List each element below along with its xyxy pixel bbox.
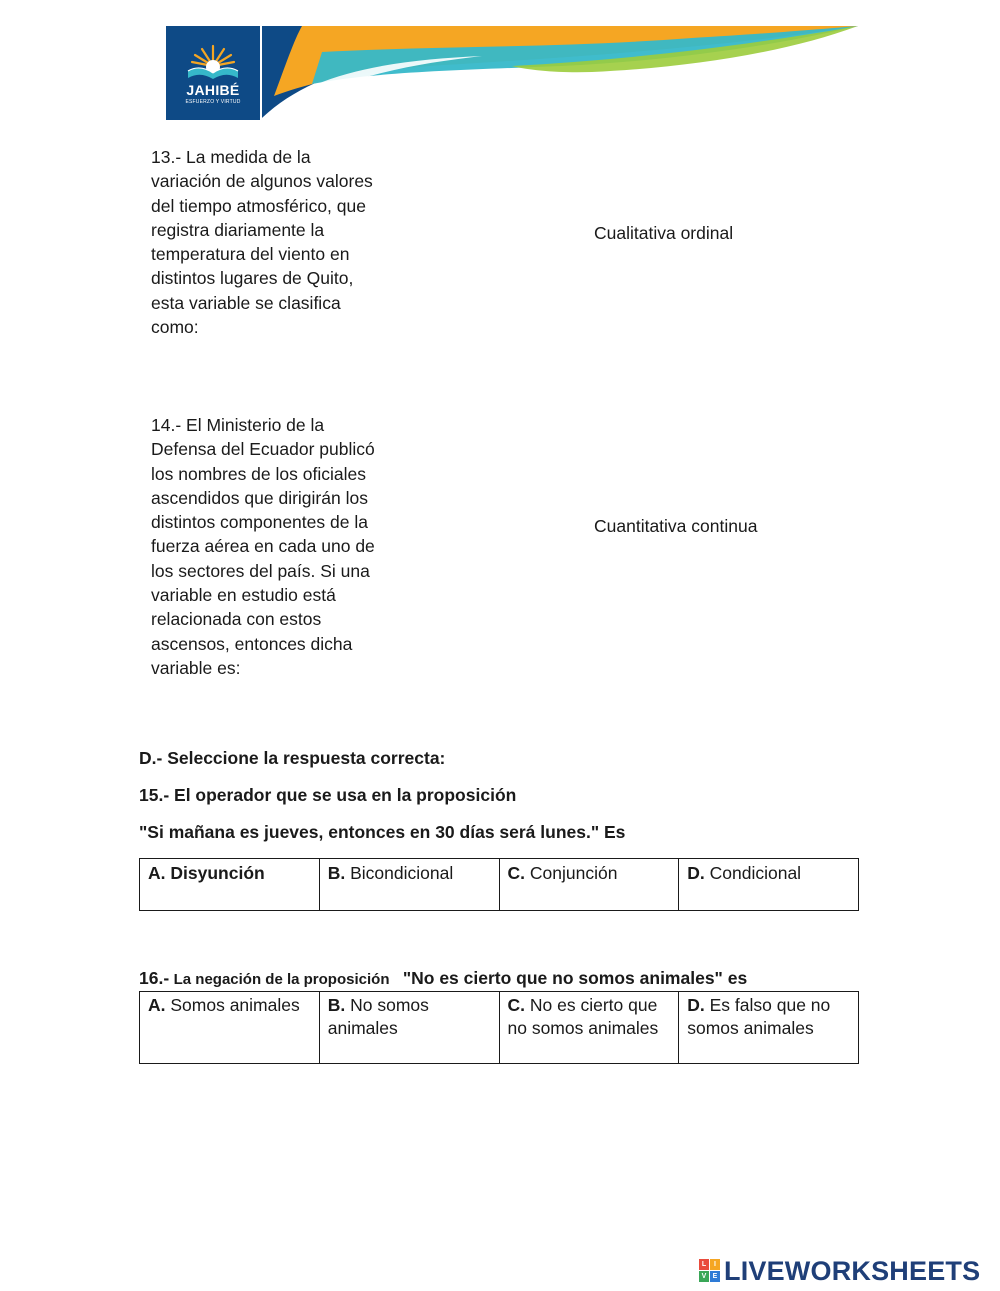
icon-tile: I [710,1259,720,1270]
option-c[interactable] [499,859,679,911]
question-16-title [139,968,747,989]
option-text: Condicional [709,863,802,883]
icon-tile: L [699,1259,709,1270]
option-b[interactable] [319,859,499,911]
question-16-intro: La negación de la proposición [173,971,390,988]
liveworksheets-icon [699,1259,721,1283]
question-line: variable en estudio está [151,585,336,606]
sunrise-book-icon [166,26,260,120]
question-15-title: 15.- El operador que se usa en la proposición [139,785,517,805]
option-d[interactable] [679,992,859,1064]
icon-tile: V [699,1271,709,1282]
question-line: registra diariamente la [151,219,325,240]
question-line: como: [151,317,199,338]
option-letter: D. [687,863,705,883]
option-text: No es cierto que no somos animales [507,995,659,1038]
option-text: No somos animales [327,995,429,1038]
question-line: fuerza aérea en cada uno de [151,536,375,557]
option-d[interactable] [679,859,859,911]
question-16-number: 16.- [139,968,170,988]
option-letter: B. [327,863,346,883]
option-b[interactable] [319,992,499,1064]
question-15-options [139,858,859,911]
question-line: distintos componentes de la [151,512,368,533]
question-line: variación de algunos valores [151,171,373,192]
option-a[interactable] [140,992,320,1064]
question-16-options [139,991,859,1064]
option-text: Bicondicional [350,863,454,883]
option-text: Es falso que no somos animales [687,995,831,1038]
option-letter: C. [507,863,525,883]
question-14-answer[interactable]: Cuantitativa continua [594,516,758,536]
school-motto: ESFUERZO Y VIRTUD [185,99,241,105]
question-line: Defensa del Ecuador publicó [151,439,375,460]
question-15-statement: "Si mañana es jueves, entonces en 30 días será lunes." Es [139,822,626,842]
option-letter: C. [507,995,525,1015]
liveworksheets-brand: LIVEWORKSHEETS [724,1256,981,1286]
question-line: ascendidos que dirigirán los [151,487,368,508]
school-name: JAHIBÉ [186,82,240,98]
icon-tile: E [710,1271,720,1282]
question-line: del tiempo atmosférico, que [151,195,366,216]
question-line: los nombres de los oficiales [151,463,366,484]
option-letter: A. [148,995,166,1015]
header-banner [262,26,862,121]
option-letter: A. [148,863,166,883]
option-c[interactable] [499,992,679,1064]
option-letter: B. [327,995,346,1015]
option-a[interactable] [140,859,320,911]
question-line: temperatura del viento en [151,244,350,265]
question-13-text [151,145,411,339]
question-line: 13.- La medida de la [151,147,311,167]
question-13-answer[interactable]: Cualitativa ordinal [594,223,734,243]
section-d-title: D.- Seleccione la respuesta correcta: [139,748,446,768]
question-16-statement: "No es cierto que no somos animales" es [402,968,748,988]
question-line: distintos lugares de Quito, [151,268,354,289]
school-logo [166,26,260,120]
question-line: los sectores del país. Si una [151,560,370,581]
option-text: Disyunción [170,863,265,883]
question-line: 14.- El Ministerio de la [151,415,325,435]
option-text: Somos animales [170,995,300,1015]
option-letter: D. [687,995,705,1015]
question-line: esta variable se clasifica [151,292,341,313]
question-line: relacionada con estos [151,609,322,630]
question-line: ascensos, entonces dicha [151,633,353,654]
question-14-text [151,413,411,680]
option-text: Conjunción [529,863,618,883]
question-line: variable es: [151,657,241,678]
